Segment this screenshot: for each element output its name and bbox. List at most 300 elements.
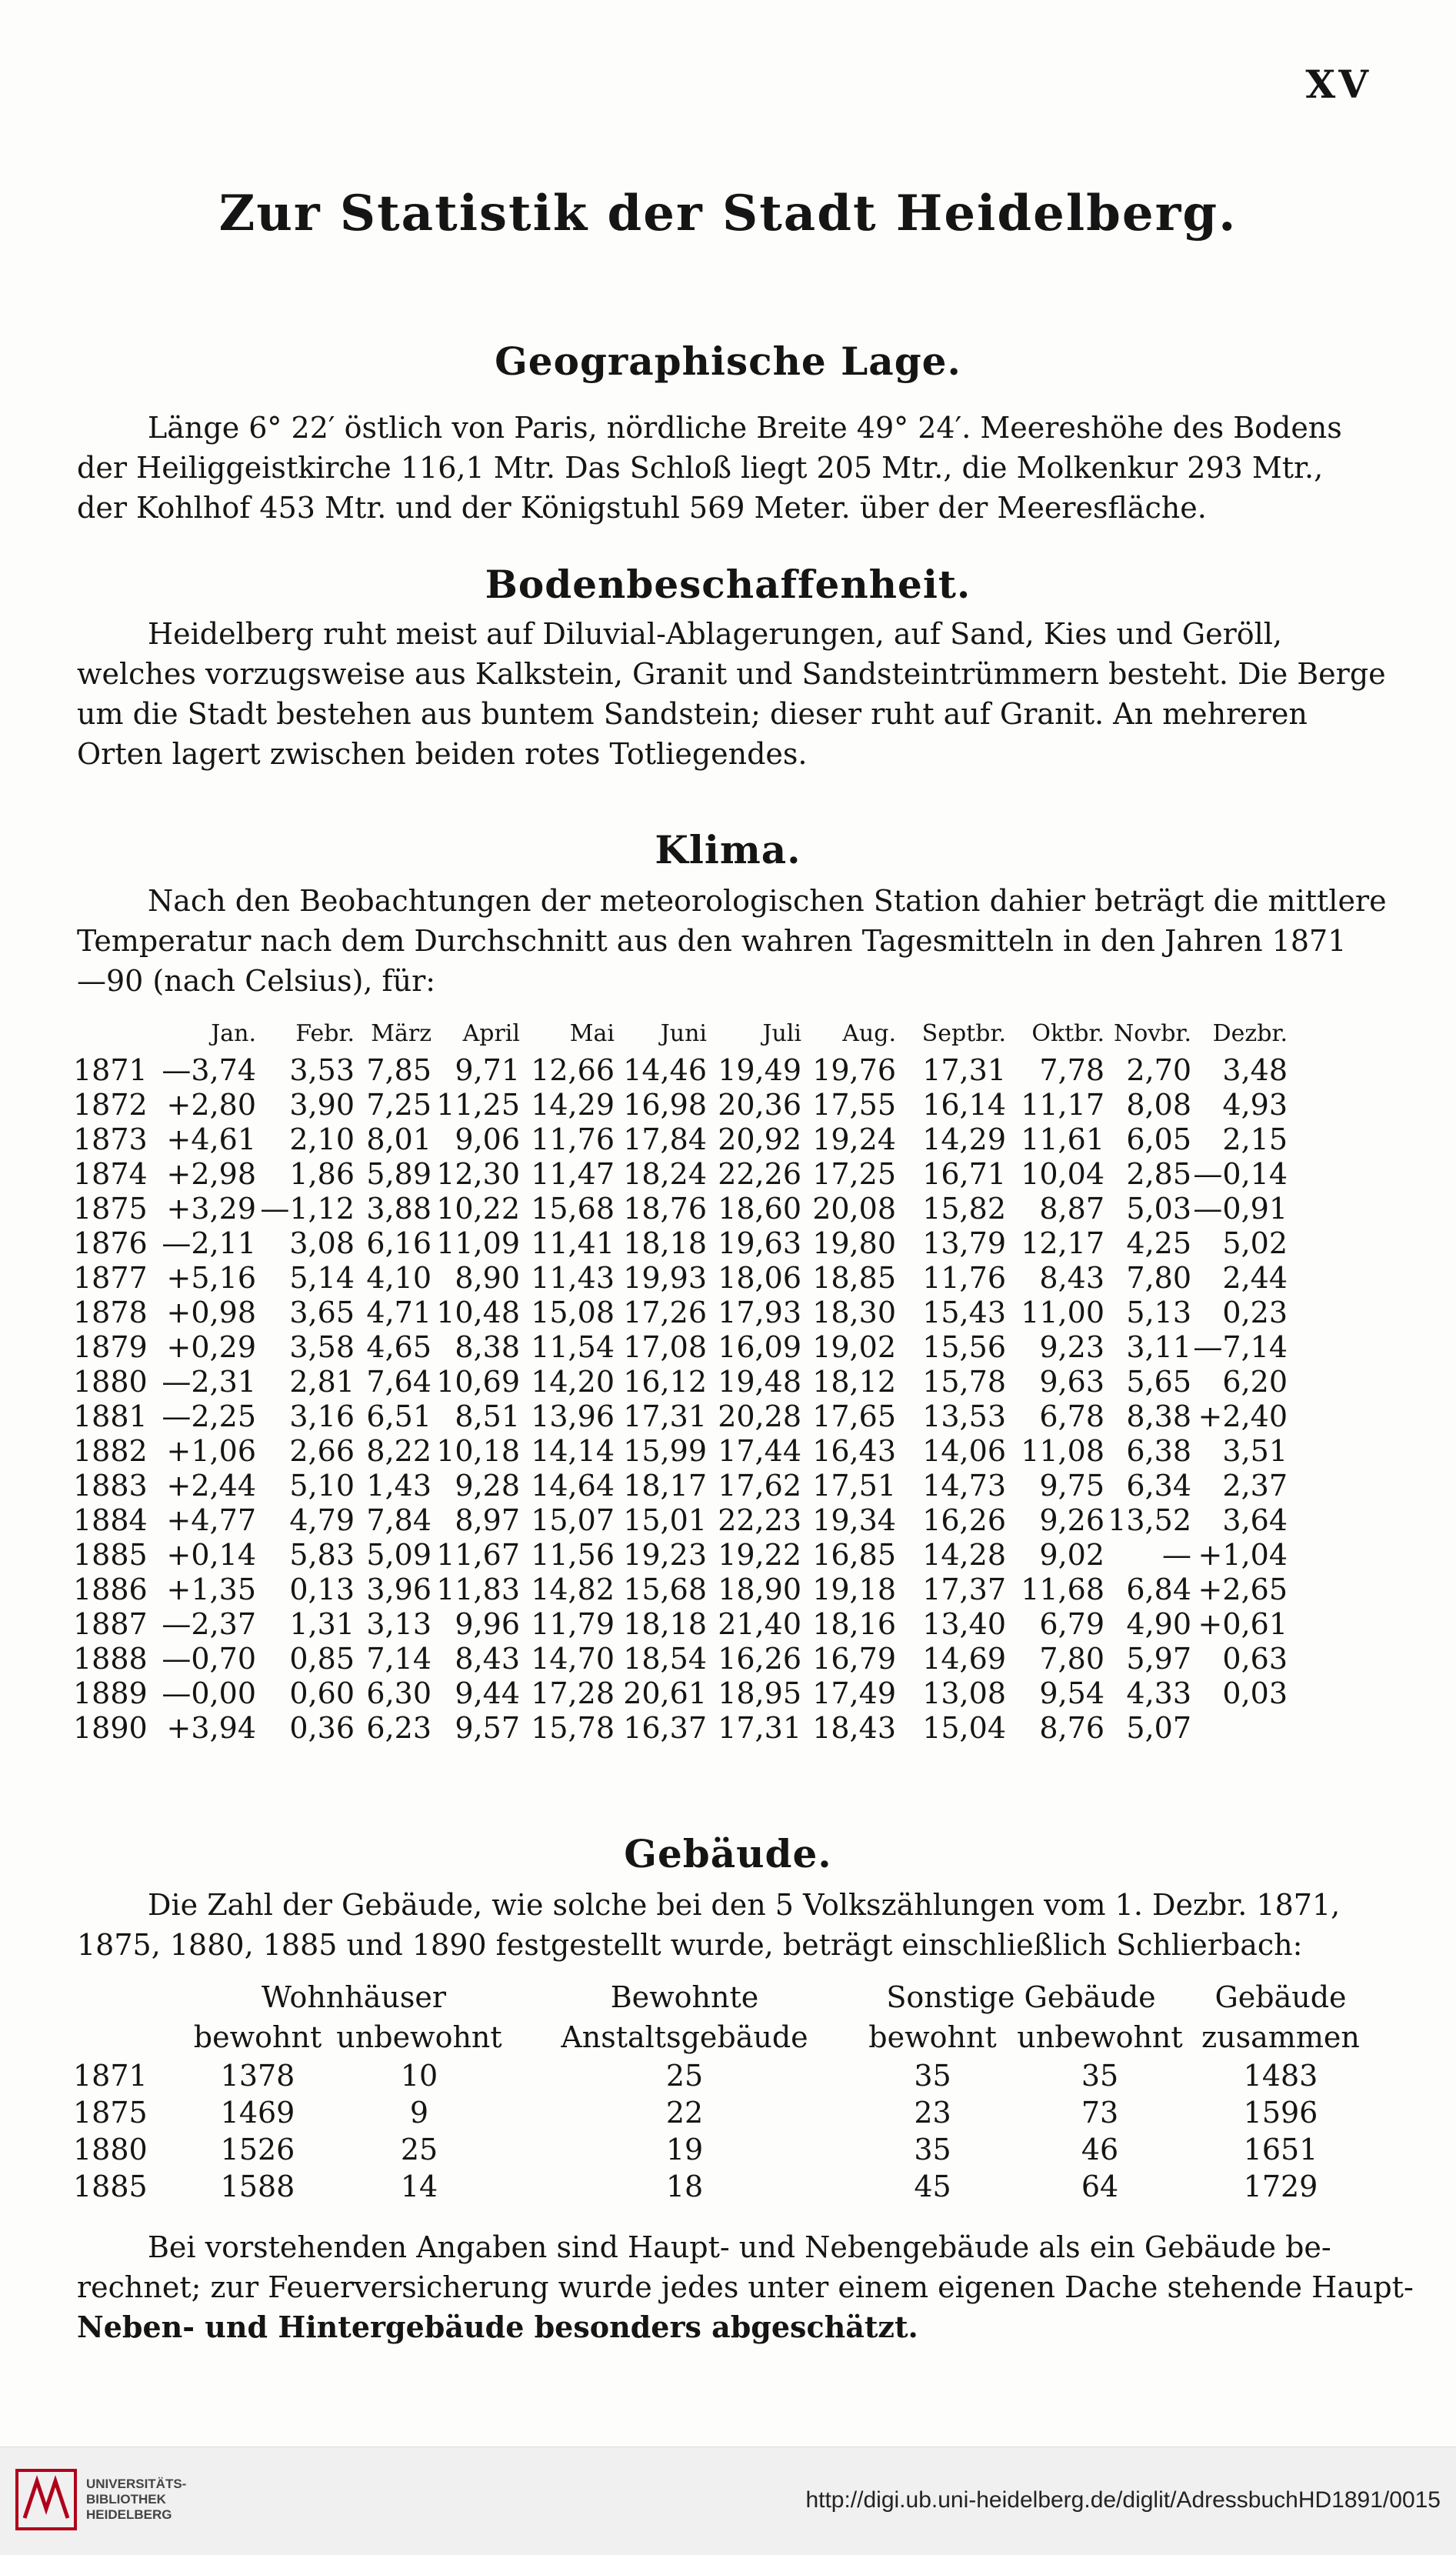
temperature-cell: 17,93 [718, 1295, 801, 1329]
temperature-cell: 17,31 [922, 1052, 1006, 1087]
temperature-cell: 17,65 [812, 1399, 896, 1433]
bewohnt-cell: 1526 [220, 2133, 295, 2166]
table-row [73, 1052, 1288, 1087]
temperature-cell: 12,30 [436, 1156, 520, 1191]
temperature-cell: 7,85 [366, 1052, 431, 1087]
paragraph-buildings [77, 1885, 1379, 1965]
temperature-cell: +4,77 [166, 1503, 256, 1537]
header-zusammen: zusammen [1201, 2020, 1360, 2054]
temperature-cell: 0,03 [1222, 1676, 1288, 1710]
temperature-cell: —2,37 [162, 1606, 256, 1641]
text-line: 1875, 1880, 1885 und 1890 festgestellt wurde, beträgt einschließlich Schlierbach: [77, 1928, 1303, 1962]
month-header: Mai [569, 1019, 615, 1047]
temperature-cell: 4,25 [1126, 1226, 1191, 1260]
temperature-cell: 6,38 [1126, 1433, 1191, 1468]
temperature-cell: 20,08 [812, 1191, 896, 1226]
temperature-cell: 5,09 [366, 1537, 431, 1572]
temperature-cell: 0,13 [289, 1572, 355, 1606]
temperature-cell: 11,61 [1021, 1122, 1104, 1156]
temperature-cell: 18,90 [718, 1572, 801, 1606]
text-line: der Heiliggeistkirche 116,1 Mtr. Das Schloß liegt 205 Mtr., die Molkenkur 293 Mtr., [77, 451, 1324, 485]
library-logo[interactable] [15, 2463, 215, 2540]
temperature-cell: 16,37 [623, 1710, 707, 1745]
year-cell: 1886 [73, 1572, 148, 1606]
temperature-cell: 5,02 [1222, 1226, 1288, 1260]
temperature-cell: 15,78 [531, 1710, 615, 1745]
temperature-cell: 3,08 [289, 1226, 355, 1260]
temperature-cell: 9,96 [455, 1606, 520, 1641]
temperature-cell: 8,22 [366, 1433, 431, 1468]
temperature-cell: 3,90 [289, 1087, 355, 1122]
text-line: —90 (nach Celsius), für: [77, 964, 436, 998]
table-row [73, 2168, 1373, 2205]
temperature-cell: —0,91 [1193, 1191, 1288, 1226]
year-cell: 1883 [73, 1468, 148, 1503]
temperature-cell: 18,06 [718, 1260, 801, 1295]
temperature-cell: 17,08 [623, 1329, 707, 1364]
temperature-cell: —0,14 [1193, 1156, 1288, 1191]
temperature-cell: 18,24 [623, 1156, 707, 1191]
temperature-cell: 8,01 [366, 1122, 431, 1156]
header-sonstige-bewohnt: bewohnt [868, 2020, 997, 2054]
temperature-cell: —2,11 [162, 1226, 256, 1260]
buildings-table-body [73, 2057, 1373, 2205]
temperature-cell: 14,69 [922, 1641, 1006, 1676]
page-title: Zur Statistik der Stadt Heidelberg. [218, 185, 1238, 242]
temperature-cell: 4,65 [366, 1329, 431, 1364]
year-cell: 1880 [73, 1364, 148, 1399]
temperature-cell: 3,48 [1222, 1052, 1288, 1087]
paragraph-buildings-note [77, 2227, 1414, 2347]
heading-geography: Geographische Lage. [495, 339, 961, 384]
temperature-cell: 9,75 [1039, 1468, 1104, 1503]
month-header: Jan. [211, 1019, 256, 1047]
temperature-cell: 19,76 [812, 1052, 896, 1087]
temperature-cell: 20,36 [718, 1087, 801, 1122]
anstalt-cell: 25 [665, 2059, 704, 2093]
header-anstalt: Bewohnte [610, 1980, 759, 2014]
temperature-cell: 16,71 [922, 1156, 1006, 1191]
temperature-cell: 7,78 [1039, 1052, 1104, 1087]
header-sonstige: Sonstige Gebäude [886, 1980, 1156, 2014]
temperature-cell: 5,13 [1126, 1295, 1191, 1329]
year-cell: 1879 [73, 1329, 148, 1364]
year-cell: 1887 [73, 1606, 148, 1641]
temperature-cell: —0,00 [162, 1676, 256, 1710]
temperature-cell: 19,48 [718, 1364, 801, 1399]
table-row [73, 1156, 1288, 1191]
temperature-cell: +2,40 [1198, 1399, 1288, 1433]
temperature-cell: 10,04 [1021, 1156, 1104, 1191]
table-row [73, 1710, 1288, 1745]
temperature-cell: 19,63 [718, 1226, 801, 1260]
heading-buildings: Gebäude. [624, 1831, 832, 1876]
temperature-cell: 15,68 [623, 1572, 707, 1606]
temperature-cell: 6,23 [366, 1710, 431, 1745]
temperature-cell: 14,06 [922, 1433, 1006, 1468]
temperature-cell: 7,84 [366, 1503, 431, 1537]
temperature-cell: 13,96 [531, 1399, 615, 1433]
year-cell: 1871 [73, 1052, 148, 1087]
temperature-cell: +5,16 [166, 1260, 256, 1295]
temperature-cell: 3,53 [289, 1052, 355, 1087]
temperature-cell: 12,66 [531, 1052, 615, 1087]
temperature-cell: 15,78 [922, 1364, 1006, 1399]
temperature-cell: 0,23 [1222, 1295, 1288, 1329]
s_bewohnt-cell: 35 [914, 2059, 951, 2093]
bewohnt-cell: 1378 [220, 2059, 295, 2093]
temperature-cell: 4,79 [289, 1503, 355, 1537]
temperature-cell: 9,28 [455, 1468, 520, 1503]
s_unbewohnt-cell: 64 [1081, 2170, 1119, 2203]
month-header: Novbr. [1113, 1019, 1191, 1047]
temperature-cell: +2,98 [166, 1156, 256, 1191]
temperature-cell: 18,60 [718, 1191, 801, 1226]
temperature-cell: 11,47 [531, 1156, 615, 1191]
temperature-cell: —7,14 [1193, 1329, 1288, 1364]
anstalt-cell: 19 [665, 2133, 704, 2166]
temperature-cell: 18,12 [812, 1364, 896, 1399]
temperature-cell: —2,25 [162, 1399, 256, 1433]
temperature-cell: 14,29 [531, 1087, 615, 1122]
temperature-cell: 13,79 [922, 1226, 1006, 1260]
temperature-cell: —0,70 [162, 1641, 256, 1676]
temperature-cell: 2,44 [1222, 1260, 1288, 1295]
table-row [73, 1399, 1288, 1433]
temperature-cell: 19,80 [812, 1226, 896, 1260]
temperature-cell: 11,00 [1021, 1295, 1104, 1329]
table-row [73, 1226, 1288, 1260]
temperature-cell: 16,09 [718, 1329, 801, 1364]
temperature-cell: 4,93 [1222, 1087, 1288, 1122]
temperature-cell: 16,43 [812, 1433, 896, 1468]
temperature-cell: 6,20 [1222, 1364, 1288, 1399]
temperature-cell: 4,33 [1126, 1676, 1191, 1710]
temperature-cell: 10,48 [436, 1295, 520, 1329]
temperature-cell: 9,63 [1039, 1364, 1104, 1399]
year-cell: 1874 [73, 1156, 148, 1191]
anstalt-cell: 22 [665, 2096, 704, 2130]
temperature-cell: 3,16 [289, 1399, 355, 1433]
temperature-cell: 11,17 [1021, 1087, 1104, 1122]
temperature-cell: 19,18 [812, 1572, 896, 1606]
temperature-cell: 16,98 [623, 1087, 707, 1122]
temperature-cell: 3,64 [1222, 1503, 1288, 1537]
temperature-cell: 5,83 [289, 1537, 355, 1572]
temperature-cell: +0,29 [166, 1329, 256, 1364]
text-line: welches vorzugsweise aus Kalkstein, Granit und Sandsteintrümmern besteht. Die Berge [77, 657, 1386, 691]
temperature-cell: 20,61 [623, 1676, 707, 1710]
temperature-cell: 6,79 [1039, 1606, 1104, 1641]
temperature-cell: 9,44 [455, 1676, 520, 1710]
temperature-cell: 17,28 [531, 1676, 615, 1710]
buildings-table [73, 1977, 1373, 2205]
temperature-cell: 8,43 [1039, 1260, 1104, 1295]
temperature-cell: 2,15 [1222, 1122, 1288, 1156]
temperature-cell: 2,10 [289, 1122, 355, 1156]
temperature-cell: 14,73 [922, 1468, 1006, 1503]
temperature-cell: 16,12 [623, 1364, 707, 1399]
year-cell: 1876 [73, 1226, 148, 1260]
temperature-cell: 3,88 [366, 1191, 431, 1226]
temperature-cell: 1,31 [289, 1606, 355, 1641]
temperature-cell: 8,97 [455, 1503, 520, 1537]
temperature-cell: 3,51 [1222, 1433, 1288, 1468]
temperature-cell: 2,81 [289, 1364, 355, 1399]
text-line: Bei vorstehenden Angaben sind Haupt- und Nebengebäude als ein Gebäude be- [148, 2230, 1331, 2264]
temperature-cell: +1,35 [166, 1572, 256, 1606]
temperature-cell: 2,70 [1126, 1052, 1191, 1087]
table-row [73, 1295, 1288, 1329]
temperature-cell: 0,63 [1222, 1641, 1288, 1676]
buildings-sub-header-row [73, 2017, 1373, 2057]
year-cell: 1889 [73, 1676, 148, 1710]
s_unbewohnt-cell: 46 [1081, 2133, 1119, 2166]
temperature-cell: 22,26 [718, 1156, 801, 1191]
s_bewohnt-cell: 35 [914, 2133, 951, 2166]
temperature-cell: 11,43 [531, 1260, 615, 1295]
temperature-cell: 17,37 [922, 1572, 1006, 1606]
temperature-cell: 10,69 [436, 1364, 520, 1399]
temperature-cell: 11,56 [531, 1537, 615, 1572]
unbewohnt-cell: 25 [400, 2133, 438, 2166]
temperature-cell: 13,53 [922, 1399, 1006, 1433]
month-header: Oktbr. [1031, 1019, 1104, 1047]
temperature-cell: 3,65 [289, 1295, 355, 1329]
temperature-cell: 9,23 [1039, 1329, 1104, 1364]
table-row [73, 2057, 1373, 2094]
paragraph-soil [77, 614, 1386, 774]
temperature-cell: 17,62 [718, 1468, 801, 1503]
temperature-cell: 9,57 [455, 1710, 520, 1745]
temperature-cell: 17,44 [718, 1433, 801, 1468]
temperature-cell: 11,67 [436, 1537, 520, 1572]
temperature-cell: 14,70 [531, 1641, 615, 1676]
table-row [73, 1503, 1288, 1537]
temperature-cell: 21,40 [718, 1606, 801, 1641]
text-line: Die Zahl der Gebäude, wie solche bei den 5 Volkszählungen vom 1. Dezbr. 1871, [148, 1888, 1341, 1922]
temperature-cell: 11,83 [436, 1572, 520, 1606]
temperature-cell: 6,05 [1126, 1122, 1191, 1156]
temperature-cell: 17,26 [623, 1295, 707, 1329]
temperature-cell: 0,60 [289, 1676, 355, 1710]
temperature-cell: 3,58 [289, 1329, 355, 1364]
temperature-cell: 17,25 [812, 1156, 896, 1191]
temperature-cell: 1,43 [366, 1468, 431, 1503]
heading-climate: Klima. [655, 827, 801, 872]
temperature-cell: 4,10 [366, 1260, 431, 1295]
year-cell: 1875 [73, 2096, 148, 2130]
temperature-cell: 16,26 [718, 1641, 801, 1676]
temperature-cell: 20,92 [718, 1122, 801, 1156]
month-header: Aug. [842, 1019, 896, 1047]
paragraph-climate [77, 881, 1387, 1001]
year-cell: 1880 [73, 2133, 148, 2166]
temperature-cell: 8,38 [1126, 1399, 1191, 1433]
header-sonstige-unbewohnt: unbewohnt [1017, 2020, 1183, 2054]
temperature-cell: 11,76 [531, 1122, 615, 1156]
temperature-cell: 14,82 [531, 1572, 615, 1606]
temperature-cell: 5,10 [289, 1468, 355, 1503]
month-header: Juli [762, 1019, 801, 1047]
anstalt-cell: 18 [665, 2170, 704, 2203]
month-header: Juni [660, 1019, 707, 1047]
temperature-cell: 5,97 [1126, 1641, 1191, 1676]
temperature-cell: 19,49 [718, 1052, 801, 1087]
temperature-cell: 3,13 [366, 1606, 431, 1641]
temperature-cell: +0,14 [166, 1537, 256, 1572]
temperature-cell: 15,07 [531, 1503, 615, 1537]
temperature-cell: 22,23 [718, 1503, 801, 1537]
table-row [73, 1572, 1288, 1606]
temperature-cell: 10,18 [436, 1433, 520, 1468]
year-cell: 1878 [73, 1295, 148, 1329]
temperature-cell: 9,02 [1039, 1537, 1104, 1572]
month-header: Febr. [295, 1019, 355, 1047]
month-header: Dezbr. [1212, 1019, 1288, 1047]
temperature-cell: 5,03 [1126, 1191, 1191, 1226]
temperature-cell: 3,11 [1126, 1329, 1191, 1364]
temperature-cell: 9,06 [455, 1122, 520, 1156]
temperature-cell: 8,87 [1039, 1191, 1104, 1226]
bewohnt-cell: 1469 [220, 2096, 295, 2130]
temperature-cell: 13,52 [1108, 1503, 1191, 1537]
temperature-cell: 18,76 [623, 1191, 707, 1226]
temperature-cell: 15,01 [623, 1503, 707, 1537]
temperature-cell: 17,49 [812, 1676, 896, 1710]
temperature-cell [1191, 1710, 1288, 1745]
s_unbewohnt-cell: 73 [1081, 2096, 1119, 2130]
year-cell: 1873 [73, 1122, 148, 1156]
temperature-cell: 17,31 [623, 1399, 707, 1433]
temperature-cell: 2,37 [1222, 1468, 1288, 1503]
unbewohnt-cell: 9 [409, 2096, 429, 2130]
temperature-cell: 7,80 [1126, 1260, 1191, 1295]
text-line: um die Stadt bestehen aus buntem Sandstein; dieser ruht auf Granit. An mehreren [77, 697, 1308, 731]
temperature-cell: 11,76 [922, 1260, 1006, 1295]
table-row [73, 1087, 1288, 1122]
temperature-cell: 17,31 [718, 1710, 801, 1745]
s_unbewohnt-cell: 35 [1081, 2059, 1119, 2093]
table-row [73, 1537, 1288, 1572]
temperature-cell: 15,43 [922, 1295, 1006, 1329]
year-cell: 1885 [73, 1537, 148, 1572]
temperature-cell: 7,64 [366, 1364, 431, 1399]
temperature-cell: 15,82 [922, 1191, 1006, 1226]
s_bewohnt-cell: 23 [914, 2096, 951, 2130]
temperature-cell: 18,30 [812, 1295, 896, 1329]
temperature-cell: 4,71 [366, 1295, 431, 1329]
temperature-cell: 4,90 [1126, 1606, 1191, 1641]
temperature-cell: +4,61 [166, 1122, 256, 1156]
heading-soil: Bodenbeschaffenheit. [485, 562, 971, 607]
table-row [73, 1122, 1288, 1156]
temperature-cell: 8,38 [455, 1329, 520, 1364]
temperature-cell: 13,40 [922, 1606, 1006, 1641]
month-header: Septbr. [921, 1019, 1006, 1047]
unbewohnt-cell: 10 [400, 2059, 438, 2093]
source-url[interactable]: http://digi.ub.uni-heidelberg.de/diglit/AdressbuchHD1891/0015 [805, 2487, 1441, 2513]
total-cell: 1483 [1243, 2059, 1318, 2093]
temperature-cell: 9,26 [1039, 1503, 1104, 1537]
unbewohnt-cell: 14 [400, 2170, 438, 2203]
year-cell: 1875 [73, 1191, 148, 1226]
temperature-cell: 15,99 [623, 1433, 707, 1468]
temperature-cell: 10,22 [436, 1191, 520, 1226]
temperature-cell: 16,85 [812, 1537, 896, 1572]
temperature-cell: 0,85 [289, 1641, 355, 1676]
temperature-cell: 19,24 [812, 1122, 896, 1156]
temperature-cell: 9,71 [455, 1052, 520, 1087]
text-line: Länge 6° 22′ östlich von Paris, nördliche Breite 49° 24′. Meereshöhe des Bodens [148, 411, 1342, 445]
temperature-cell: —1,12 [260, 1191, 355, 1226]
temperature-cell: 19,34 [812, 1503, 896, 1537]
year-cell: 1885 [73, 2170, 148, 2203]
bewohnt-cell: 1588 [220, 2170, 295, 2203]
temperature-cell: 11,09 [436, 1226, 520, 1260]
temperature-cell: 5,65 [1126, 1364, 1191, 1399]
temperature-cell: 6,34 [1126, 1468, 1191, 1503]
text-line: rechnet; zur Feuerversicherung wurde jedes unter einem eigenen Dache stehende Haupt- [77, 2270, 1414, 2304]
temperature-cell: — [1162, 1537, 1191, 1572]
temperature-cell: 11,41 [531, 1226, 615, 1260]
table-row [73, 1641, 1288, 1676]
temperature-cell: 16,79 [812, 1641, 896, 1676]
year-cell: 1890 [73, 1710, 148, 1745]
temperature-cell: 7,80 [1039, 1641, 1104, 1676]
buildings-group-header-row [73, 1977, 1373, 2017]
temperature-cell: 17,84 [623, 1122, 707, 1156]
temperature-cell: 16,14 [922, 1087, 1006, 1122]
climate-header-row [73, 1014, 1288, 1052]
temperature-cell: 8,76 [1039, 1710, 1104, 1745]
logo-text: UNIVERSITÄTS- BIBLIOTHEK HEIDELBERG [86, 2477, 187, 2522]
temperature-cell: 18,18 [623, 1606, 707, 1641]
temperature-cell: +1,04 [1198, 1537, 1288, 1572]
temperature-cell: +3,29 [166, 1191, 256, 1226]
text-line: Nach den Beobachtungen der meteorologischen Station dahier beträgt die mittlere [148, 884, 1387, 918]
temperature-cell: 7,25 [366, 1087, 431, 1122]
table-row [73, 1468, 1288, 1503]
page-number: XV [1305, 62, 1371, 107]
temperature-cell: 18,16 [812, 1606, 896, 1641]
temperature-cell: 11,54 [531, 1329, 615, 1364]
temperature-cell: 8,90 [455, 1260, 520, 1295]
s_bewohnt-cell: 45 [914, 2170, 951, 2203]
temperature-cell: 15,08 [531, 1295, 615, 1329]
temperature-cell: 14,46 [623, 1052, 707, 1087]
temperature-cell: 2,66 [289, 1433, 355, 1468]
year-cell: 1872 [73, 1087, 148, 1122]
temperature-cell: 18,18 [623, 1226, 707, 1260]
temperature-cell: 17,51 [812, 1468, 896, 1503]
month-header: März [371, 1019, 431, 1047]
temperature-cell: 18,85 [812, 1260, 896, 1295]
temperature-cell: —3,74 [162, 1052, 256, 1087]
temperature-cell: 20,28 [718, 1399, 801, 1433]
total-cell: 1596 [1243, 2096, 1318, 2130]
temperature-cell: 18,17 [623, 1468, 707, 1503]
temperature-cell: 6,30 [366, 1676, 431, 1710]
header-gebaeude: Gebäude [1214, 1980, 1347, 2014]
temperature-cell: 18,43 [812, 1710, 896, 1745]
temperature-cell: 6,51 [366, 1399, 431, 1433]
table-row [73, 2094, 1373, 2131]
year-cell: 1882 [73, 1433, 148, 1468]
temperature-cell: 5,89 [366, 1156, 431, 1191]
temperature-cell: 15,68 [531, 1191, 615, 1226]
table-row [73, 1433, 1288, 1468]
